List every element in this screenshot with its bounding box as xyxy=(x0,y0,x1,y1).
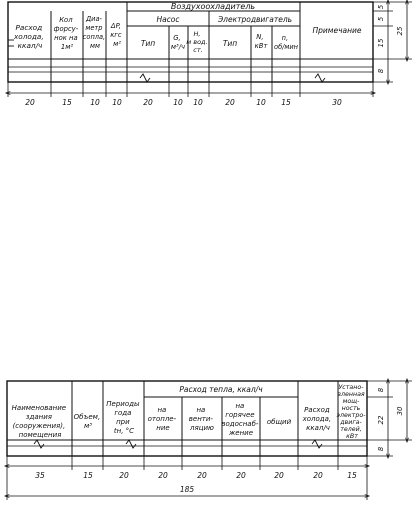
form2-height-3: 8 xyxy=(377,446,385,452)
form2-width-7: 20 xyxy=(274,471,284,480)
form2-height-1: 8 xyxy=(377,387,385,393)
form1-pump-type: Тип xyxy=(140,39,156,48)
form1-total-height: 25 xyxy=(396,26,404,36)
form1-col-nozzle-count: Кол форсу- нок на 1м² xyxy=(53,16,79,51)
form2-width-6: 20 xyxy=(236,471,246,480)
form2-heat-ventilation: на венти- ляцию xyxy=(188,406,214,432)
form1-motor-n: N, кВт xyxy=(254,33,268,50)
form2-heat-total: общий xyxy=(266,418,292,426)
form-1-width-dimensions xyxy=(6,82,375,97)
form2-heat-header: Расход тепла, ккал/ч xyxy=(179,385,263,394)
form1-col-pressure: ΔP, кгс м² xyxy=(110,22,122,48)
form1-width-2: 15 xyxy=(62,98,72,107)
form1-col-nozzle-diameter: Диа- метр сопла, мм xyxy=(82,15,106,50)
form1-motor-header: Электродвигатель xyxy=(217,15,293,24)
form2-col-motor-power: Устано- вленная мощ- ность электро- двига- телей, кВт xyxy=(336,384,366,440)
form-2-width-labels xyxy=(35,471,357,494)
form1-width-8: 20 xyxy=(225,98,235,107)
form2-width-2: 15 xyxy=(83,471,93,480)
form1-pump-h: H, м вод. ст. xyxy=(186,30,208,54)
form1-width-1: 20 xyxy=(25,98,35,107)
form2-width-9: 15 xyxy=(347,471,357,480)
form2-width-4: 20 xyxy=(158,471,168,480)
form1-width-11: 30 xyxy=(332,98,342,107)
form1-width-4: 10 xyxy=(112,98,122,107)
form2-width-8: 20 xyxy=(313,471,323,480)
form2-height-2: 22 xyxy=(377,415,385,425)
form2-col-cooling-flow: Расход холода, ккал/ч xyxy=(302,406,332,432)
form1-height-1: 5 xyxy=(377,4,385,10)
form1-height-3: 15 xyxy=(377,38,385,48)
form2-width-1: 35 xyxy=(35,471,45,480)
form-1-height-labels xyxy=(377,4,404,73)
form-1-width-labels xyxy=(25,98,342,107)
form1-motor-rpm: n, об/мин xyxy=(274,34,298,51)
form1-width-7: 10 xyxy=(193,98,203,107)
form1-height-4: 8 xyxy=(377,68,385,74)
form1-width-10: 15 xyxy=(281,98,291,107)
form2-col-building: Наименование здания (сооружения), помещения xyxy=(11,404,67,439)
form1-pump-header: Насос xyxy=(156,15,180,24)
form1-width-9: 10 xyxy=(256,98,266,107)
form1-width-6: 10 xyxy=(173,98,183,107)
form-2-height-dimensions xyxy=(367,379,412,458)
form1-note: Примечание xyxy=(312,26,362,35)
form2-width-5: 20 xyxy=(197,471,207,480)
form1-col-cooling-flow: Расход холода, ккал/ч xyxy=(13,23,44,50)
form2-heat-hot-water: на горячее водоснаб- жение xyxy=(221,402,259,437)
form2-heat-heating: на отопле- ние xyxy=(147,406,177,432)
form1-width-5: 20 xyxy=(143,98,153,107)
form1-group-header: Воздухоохладитель xyxy=(170,2,256,11)
form-1-header-text xyxy=(13,2,362,54)
form2-total-width: 185 xyxy=(179,485,195,494)
form2-col-periods: Периоды года при tн, °C xyxy=(106,400,140,435)
form1-width-3: 10 xyxy=(90,98,100,107)
form-2-header-text xyxy=(12,384,368,440)
form1-height-2: 5 xyxy=(377,16,385,22)
form1-pump-g: G, м³/ч xyxy=(170,34,186,51)
form2-total-height: 30 xyxy=(396,406,404,416)
form2-width-3: 20 xyxy=(119,471,129,480)
form2-col-volume: Объем, м³ xyxy=(73,413,101,430)
form1-motor-type: Тип xyxy=(222,39,238,48)
